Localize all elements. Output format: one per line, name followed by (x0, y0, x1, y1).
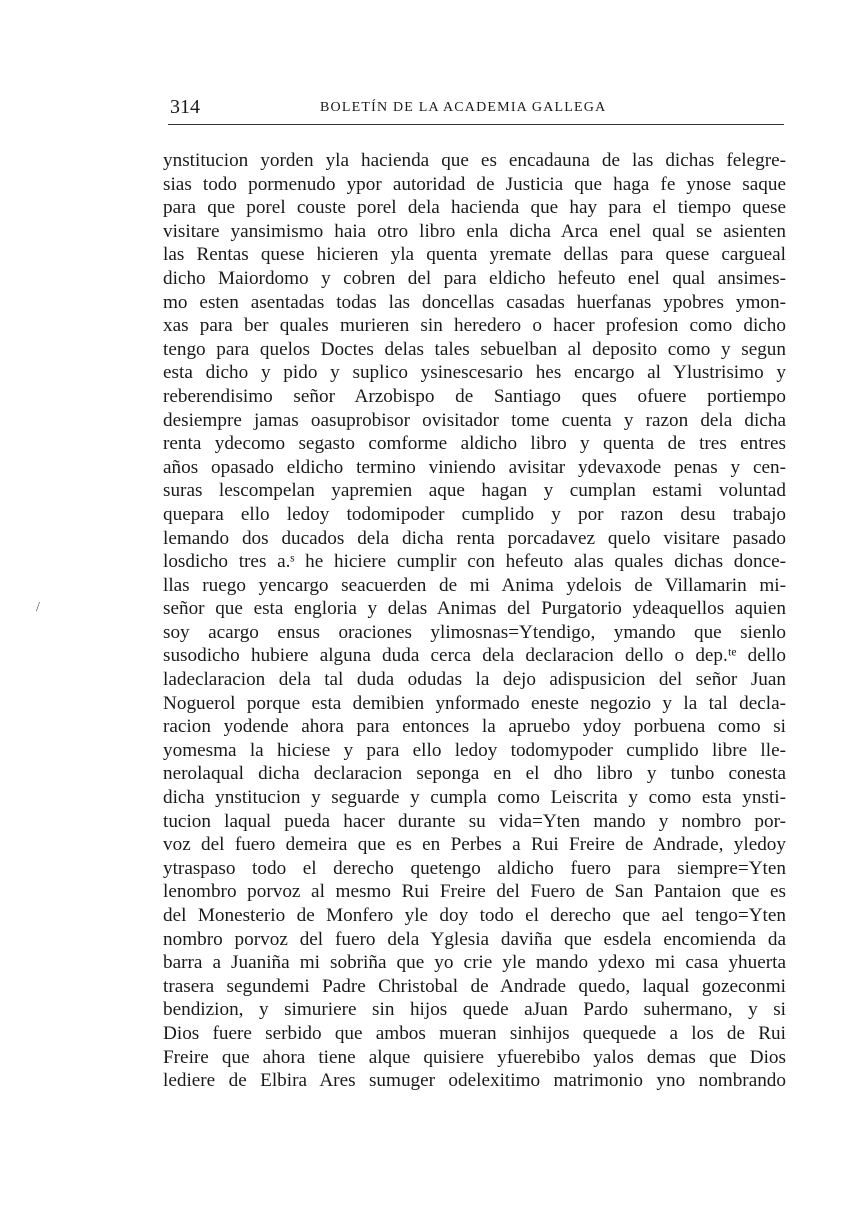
running-title: BOLETÍN DE LA ACADEMIA GALLEGA (320, 100, 607, 115)
text-line: desiempre jamas oasuprobisor ovisitador tome cuenta y razon dela dicha (163, 409, 786, 431)
text-line: Noguerol porque esta demibien ynformado eneste negozio y la tal decla- (163, 692, 786, 714)
text-line: susodicho hubiere alguna duda cerca dela declaracion dello o dep.ᵗᵉ dello (163, 645, 786, 667)
text-line: quepara ello ledoy todomipoder cumplido y por razon desu trabajo (163, 503, 786, 525)
text-line: lediere de Elbira Ares sumuger odelexitimo matrimonio yno nombrando (163, 1070, 786, 1092)
text-line: dicho Maiordomo y cobren del para eldicho hefeuto enel qual ansimes- (163, 267, 786, 289)
text-line: llas ruego yencargo seacuerden de mi Anima ydelois de Villamarin mi- (163, 574, 786, 596)
text-line: nombro porvoz del fuero dela Yglesia daviña que esdela encomienda da (163, 928, 786, 950)
text-line: yomesma la hiciese y para ello ledoy todomypoder cumplido libre lle- (163, 739, 786, 761)
text-line: barra a Juaniña mi sobriña que yo crie yle mando ydexo mi casa yhuerta (163, 952, 786, 974)
text-line: nerolaqual dicha declaracion seponga en el dho libro y tunbo conesta (163, 763, 786, 785)
text-line: visitare yansimismo haia otro libro enla dicha Arca enel qual se asienten (163, 220, 786, 242)
text-line: mo esten asentadas todas las doncellas casadas huerfanas ypobres ymon- (163, 291, 786, 313)
text-line: lemando dos ducados dela dicha renta porcadavez quelo visitare pasado (163, 527, 786, 549)
text-line: racion yodende ahora para entonces la apruebo ydoy porbuena como si (163, 716, 786, 738)
text-line: ynstitucion yorden yla hacienda que es encadauna de las dichas felegre- (163, 150, 786, 171)
text-line: para que porel couste porel dela hacienda que hay para el tiempo quese (163, 197, 786, 219)
text-line: las Rentas quese hicieren yla quenta yremate dellas para quese cargueal (163, 244, 786, 266)
text-line: trasera segundemi Padre Christobal de Andrade quedo, laqual gozeconmi (163, 975, 786, 997)
text-line: esta dicho y pido y suplico ysinescesario hes encargo al Ylustrisimo y (163, 362, 786, 384)
text-line: bendizion, y simuriere sin hijos quede aJuan Pardo suhermano, y si (163, 999, 786, 1021)
text-line: soy acargo ensus oraciones ylimosnas=Ytendigo, ymando que sienlo (163, 621, 786, 643)
text-line: lenombro porvoz al mesmo Rui Freire del Fuero de San Pantaion que es (163, 881, 786, 903)
text-line: sias todo pormenudo ypor autoridad de Justicia que haga fe ynose saque (163, 173, 786, 195)
page-number: 314 (170, 96, 200, 118)
text-line: suras lescompelan yapremien aque hagan y cumplan estami voluntad (163, 480, 786, 502)
text-line: voz del fuero demeira que es en Perbes a Rui Freire de Andrade, yledoy (163, 834, 786, 856)
header-rule (168, 124, 784, 125)
text-line: del Monesterio de Monfero yle doy todo el derecho que ael tengo=Yten (163, 905, 786, 926)
running-header (170, 96, 782, 120)
text-line: reberendisimo señor Arzobispo de Santiago ques ofuere portiempo (163, 385, 786, 407)
text-line: ladeclaracion dela tal duda odudas la dejo adispusicion del señor Juan (163, 669, 786, 691)
text-line: dicha ynstitucion y seguarde y cumpla como Leiscrita y como esta ynsti- (163, 787, 786, 809)
text-line: tengo para quelos Doctes delas tales sebuelban al deposito como y segun (163, 338, 786, 360)
text-line: Dios fuere serbido que ambos mueran sinhijos quequede a los de Rui (163, 1022, 786, 1044)
text-line: Freire que ahora tiene alque quisiere yfuerebibo yalos demas que Dios (163, 1046, 786, 1068)
body-text (163, 149, 786, 1093)
text-line: señor que esta engloria y delas Animas del Purgatorio ydeaquellos aquien (163, 598, 786, 620)
margin-mark: / (36, 600, 40, 615)
text-line: xas para ber quales murieren sin heredero o hacer profesion como dicho (163, 315, 786, 337)
text-line: ytraspaso todo el derecho quetengo aldicho fuero para siempre=Yten (163, 857, 786, 879)
text-line: tucion laqual pueda hacer durante su vida=Yten mando y nombro por- (163, 810, 786, 832)
text-line: losdicho tres a.ˢ he hiciere cumplir con hefeuto alas quales dichas donce- (163, 551, 786, 573)
text-line: años opasado eldicho termino viniendo avisitar ydevaxode penas y cen- (163, 456, 786, 478)
text-line: renta ydecomo segasto comforme aldicho libro y quenta de tres entres (163, 433, 786, 455)
